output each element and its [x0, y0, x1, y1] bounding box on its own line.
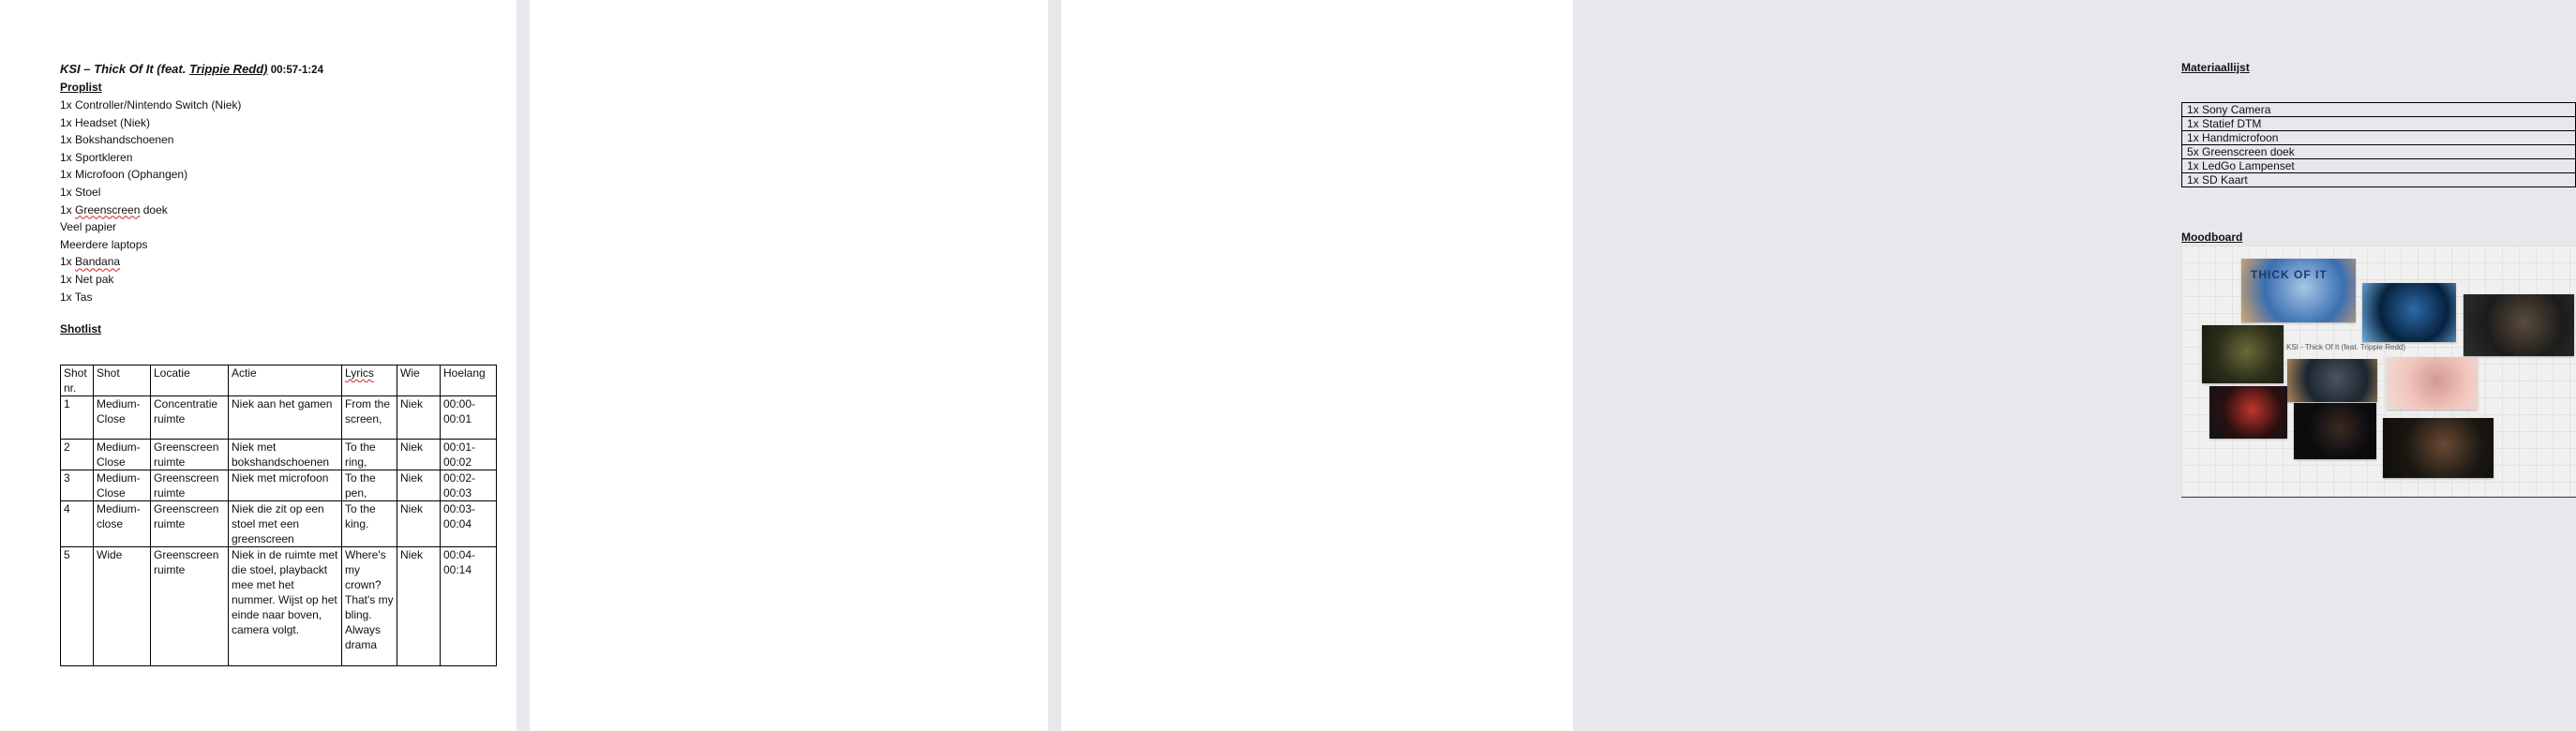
- table-row: [61, 501, 497, 547]
- shotlist-header-row: [61, 366, 497, 396]
- moodboard: [2181, 246, 2576, 498]
- materiaal-item: 1x Statief DTM: [2182, 117, 2576, 131]
- cell-locatie: Greenscreen ruimte: [151, 547, 229, 666]
- cell-hoelang: 00:00-00:01: [441, 396, 497, 440]
- materiaal-row: [2182, 103, 2576, 117]
- cell-nr: 5: [61, 547, 94, 666]
- materiaal-item: 1x Handmicrofoon: [2182, 131, 2576, 145]
- moodboard-image-album-cover: [2241, 259, 2356, 322]
- cell-lyrics: From the screen,: [342, 396, 397, 440]
- header-hoelang: Hoelang: [441, 366, 497, 396]
- proplist-heading: Proplist: [60, 81, 102, 94]
- cell-actie: Niek die zit op een stoel met een greenscreen: [229, 501, 342, 547]
- materiaal-row: [2182, 131, 2576, 145]
- materiaal-row: [2182, 159, 2576, 173]
- header-lyrics: Lyrics: [342, 366, 397, 396]
- header-actie: Actie: [229, 366, 342, 396]
- table-row: [61, 470, 497, 501]
- proplist-item: 1x Headset (Niek): [60, 115, 151, 129]
- cell-locatie: Concentratie ruimte: [151, 396, 229, 440]
- cell-hoelang: 00:01-00:02: [441, 440, 497, 470]
- cell-locatie: Greenscreen ruimte: [151, 470, 229, 501]
- cell-locatie: Greenscreen ruimte: [151, 501, 229, 547]
- document-page-1: [0, 0, 517, 731]
- moodboard-image-smiling-man-office: [2464, 294, 2574, 356]
- table-row: [61, 440, 497, 470]
- cell-lyrics: Where's my crown? That's my bling. Always drama: [342, 547, 397, 666]
- header-locatie: Locatie: [151, 366, 229, 396]
- cell-nr: 2: [61, 440, 94, 470]
- materiaal-item: 5x Greenscreen doek: [2182, 145, 2576, 159]
- proplist-item: Veel papier: [60, 220, 117, 234]
- table-row: [61, 396, 497, 440]
- proplist-item: 1x Sportkleren: [60, 150, 133, 164]
- shotlist-heading: Shotlist: [60, 322, 101, 336]
- cell-wie: Niek: [397, 396, 441, 440]
- moodboard-image-woman-smiling: [2383, 418, 2494, 478]
- proplist-item: 1x Greenscreen doek: [60, 202, 168, 216]
- cell-nr: 4: [61, 501, 94, 547]
- proplist-item: 1x Tas: [60, 290, 93, 304]
- materiaal-row: [2182, 173, 2576, 187]
- cell-lyrics: To the king.: [342, 501, 397, 547]
- header-wie: Wie: [397, 366, 441, 396]
- proplist-item: 1x Stoel: [60, 185, 101, 199]
- cell-shot: Medium-Close: [94, 470, 151, 501]
- cell-hoelang: 00:04-00:14: [441, 547, 497, 666]
- cell-wie: Niek: [397, 501, 441, 547]
- cell-locatie: Greenscreen ruimte: [151, 440, 229, 470]
- proplist-item: 1x Bokshandschoenen: [60, 133, 174, 147]
- shotlist-table-part-1: [60, 365, 497, 666]
- title-artist: Trippie Redd): [188, 62, 268, 76]
- cell-shot: Medium-close: [94, 501, 151, 547]
- cell-hoelang: 00:02-00:03: [441, 470, 497, 501]
- moodboard-image-cloud-chair: [2387, 357, 2478, 410]
- materiaallijst-table: [2181, 102, 2576, 187]
- document-page-2: [530, 0, 1048, 731]
- document-page-3: [1061, 0, 2406, 731]
- materiaal-item: 1x LedGo Lampenset: [2182, 159, 2576, 173]
- proplist-item: 1x Net pak: [60, 272, 114, 286]
- moodboard-heading: Moodboard: [2181, 231, 2243, 244]
- moodboard-image-blue-brain: [2362, 283, 2456, 342]
- cell-actie: Niek met bokshandschoenen: [229, 440, 342, 470]
- cell-actie: Niek met microfoon: [229, 470, 342, 501]
- cell-actie: Niek in de ruimte met die stoel, playbackt mee met het nummer. Wijst op het einde naar boven, camera volgt.: [229, 547, 342, 666]
- proplist-item: 1x Controller/Nintendo Switch (Niek): [60, 98, 242, 112]
- cell-shot: Medium-Close: [94, 396, 151, 440]
- cell-wie: Niek: [397, 470, 441, 501]
- materiaal-item: 1x SD Kaart: [2182, 173, 2576, 187]
- moodboard-caption: KSI - Thick Of It (feat. Trippie Redd): [2286, 343, 2406, 351]
- title-timecode: 00:57-1:24: [267, 65, 323, 76]
- header-shot-nr: Shot nr.: [61, 366, 94, 396]
- moodboard-image-boxer: [2209, 386, 2287, 439]
- title-text: KSI – Thick Of It (feat.: [60, 62, 189, 76]
- cell-nr: 1: [61, 396, 94, 440]
- proplist-item: Meerdere laptops: [60, 237, 148, 251]
- cell-wie: Niek: [397, 547, 441, 666]
- materiaal-item: 1x Sony Camera: [2182, 103, 2576, 117]
- header-shot: Shot: [94, 366, 151, 396]
- cell-hoelang: 00:03-00:04: [441, 501, 497, 547]
- moodboard-image-green-room: [2202, 325, 2284, 383]
- cell-nr: 3: [61, 470, 94, 501]
- proplist-item: 1x Bandana: [60, 255, 121, 269]
- cell-wie: Niek: [397, 440, 441, 470]
- cell-shot: Medium-Close: [94, 440, 151, 470]
- moodboard-image-singer-dark: [2294, 403, 2376, 459]
- cell-lyrics: To the pen,: [342, 470, 397, 501]
- proplist-item: 1x Microfoon (Ophangen): [60, 168, 188, 182]
- document-title: [60, 62, 323, 76]
- table-row: [61, 547, 497, 666]
- proplist: [60, 97, 241, 306]
- materiaal-row: [2182, 117, 2576, 131]
- moodboard-image-office-night: [2287, 359, 2377, 402]
- album-logo: THICK OF IT: [2251, 268, 2328, 281]
- materiaal-row: [2182, 145, 2576, 159]
- materiaallijst-heading: Materiaallijst: [2181, 61, 2250, 74]
- cell-lyrics: To the ring,: [342, 440, 397, 470]
- cell-shot: Wide: [94, 547, 151, 666]
- cell-actie: Niek aan het gamen: [229, 396, 342, 440]
